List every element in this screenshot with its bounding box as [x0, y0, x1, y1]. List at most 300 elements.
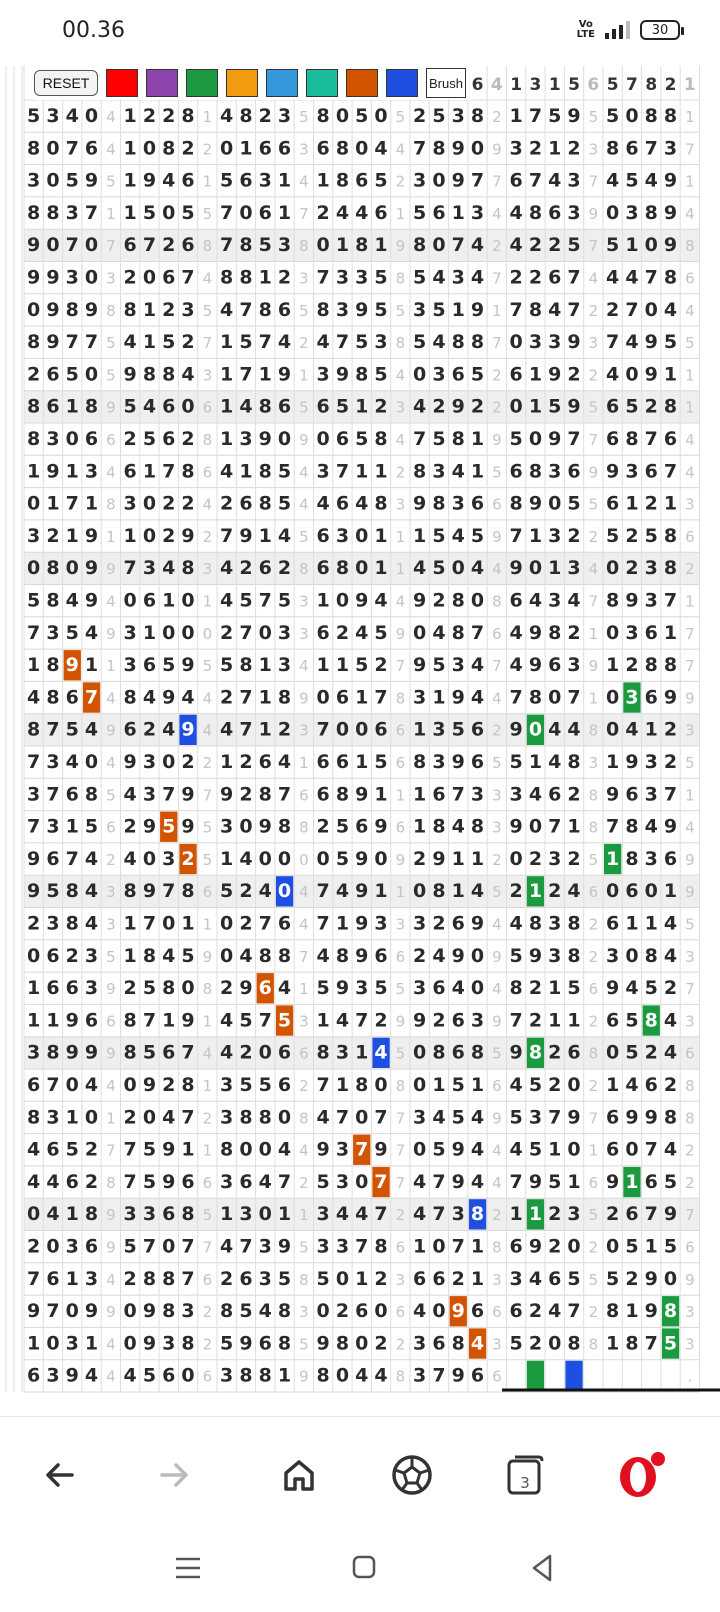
grid-digit[interactable]: 4 [277, 750, 292, 773]
grid-digit[interactable]: 9 [395, 237, 406, 256]
grid-digit[interactable]: 7 [606, 331, 620, 354]
grid-digit[interactable]: 1 [685, 592, 695, 611]
grid-digit[interactable]: 8 [181, 460, 195, 483]
grid-digit[interactable]: 6 [181, 169, 195, 192]
grid-digit[interactable]: 6 [316, 621, 330, 644]
grid-digit[interactable]: 3 [220, 1170, 234, 1193]
grid-digit[interactable]: 8 [162, 137, 176, 160]
grid-digit[interactable]: 3 [374, 912, 388, 935]
grid-digit[interactable]: 3 [46, 912, 60, 935]
grid-digit[interactable]: 0 [84, 266, 99, 289]
grid-digit[interactable]: 3 [625, 460, 639, 483]
grid-digit[interactable]: 8 [335, 137, 350, 160]
grid-digit[interactable]: 6 [470, 750, 485, 773]
grid-digit[interactable]: 0 [355, 718, 369, 741]
grid-digit[interactable]: 1 [355, 460, 369, 483]
grid-digit[interactable]: 1 [142, 621, 157, 644]
grid-digit[interactable]: 3 [413, 912, 427, 935]
grid-digit[interactable]: 4 [106, 107, 116, 126]
grid-digit[interactable]: 9 [509, 557, 523, 580]
grid-digit[interactable]: 0 [355, 557, 369, 580]
grid-digit[interactable]: 0 [413, 621, 427, 644]
grid-digit[interactable]: 4 [663, 944, 678, 967]
grid-digit[interactable]: 7 [316, 880, 330, 903]
grid-digit[interactable]: 4 [299, 915, 309, 934]
grid-digit[interactable]: 6 [84, 1235, 99, 1258]
grid-digit[interactable]: 4 [299, 172, 309, 191]
grid-digit[interactable]: 1 [625, 1170, 639, 1193]
grid-digit[interactable]: 4 [625, 1073, 639, 1096]
grid-digit[interactable]: 9 [106, 1044, 116, 1063]
grid-digit[interactable]: 2 [27, 363, 41, 386]
grid-digit[interactable]: 4 [470, 1106, 485, 1129]
grid-digit[interactable]: 7 [625, 298, 639, 321]
grid-digit[interactable]: 1 [685, 786, 695, 805]
grid-digit[interactable]: 3 [606, 944, 620, 967]
grid-digit[interactable]: 6 [374, 718, 388, 741]
grid-digit[interactable]: 4 [492, 1173, 502, 1192]
grid-digit[interactable]: 1 [509, 104, 523, 127]
grid-digit[interactable]: 6 [202, 883, 213, 902]
grid-digit[interactable]: 6 [335, 492, 350, 515]
grid-digit[interactable]: 1 [106, 657, 116, 676]
grid-digit[interactable]: 4 [413, 1203, 427, 1226]
grid-digit[interactable]: 9 [492, 527, 502, 546]
grid-digit[interactable]: 0 [277, 880, 292, 903]
grid-digit[interactable]: 2 [202, 1303, 213, 1322]
grid-digit[interactable]: 5 [588, 398, 599, 417]
grid-digit[interactable]: 3 [316, 363, 330, 386]
grid-digit[interactable]: 5 [625, 169, 639, 192]
grid-digit[interactable]: 3 [685, 1303, 695, 1322]
grid-digit[interactable]: 0 [548, 492, 562, 515]
grid-digit[interactable]: 4 [239, 395, 253, 418]
grid-digit[interactable]: 5 [492, 1044, 502, 1063]
grid-digit[interactable]: 5 [335, 847, 350, 870]
grid-digit[interactable]: 8 [451, 427, 465, 450]
grid-digit[interactable]: 5 [355, 331, 369, 354]
grid-digit[interactable]: 1 [316, 589, 330, 612]
grid-digit[interactable]: 4 [374, 589, 388, 612]
grid-digit[interactable]: 0 [258, 1138, 272, 1161]
grid-digit[interactable]: 1 [335, 654, 350, 677]
grid-digit[interactable]: 2 [588, 366, 599, 385]
grid-digit[interactable]: 5 [567, 1267, 581, 1290]
grid-digit[interactable]: 8 [663, 1106, 678, 1129]
grid-digit[interactable]: 3 [335, 524, 350, 547]
grid-digit[interactable]: 0 [239, 201, 253, 224]
grid-digit[interactable]: 9 [492, 1012, 502, 1031]
grid-digit[interactable]: 6 [316, 783, 330, 806]
grid-digit[interactable]: 2 [509, 266, 523, 289]
grid-digit[interactable]: 7 [548, 1106, 562, 1129]
grid-digit[interactable]: 4 [220, 1235, 234, 1258]
grid-digit[interactable]: 1 [528, 880, 543, 903]
grid-digit[interactable]: 1 [202, 592, 213, 611]
grid-digit[interactable]: 2 [299, 1173, 309, 1192]
grid-digit[interactable]: 9 [46, 331, 60, 354]
grid-digit[interactable]: 9 [451, 137, 465, 160]
grid-digit[interactable]: 3 [27, 783, 41, 806]
grid-digit[interactable]: 8 [451, 1332, 465, 1355]
grid-digit[interactable]: 2 [65, 944, 79, 967]
grid-digit[interactable]: 7 [181, 1106, 195, 1129]
grid-digit[interactable]: 3 [548, 589, 562, 612]
grid-digit[interactable]: 1 [258, 686, 272, 709]
grid-digit[interactable]: 4 [588, 560, 599, 579]
grid-digit[interactable]: 7 [123, 557, 137, 580]
grid-digit[interactable]: 0 [413, 880, 427, 903]
grid-digit[interactable]: 0 [355, 1170, 369, 1193]
reset-button[interactable]: RESET [34, 70, 98, 96]
grid-digit[interactable]: 4 [432, 944, 446, 967]
grid-digit[interactable]: 5 [277, 1267, 292, 1290]
grid-digit[interactable]: 7 [258, 912, 272, 935]
grid-digit[interactable]: 8 [202, 980, 213, 999]
grid-digit[interactable]: 5 [142, 1170, 157, 1193]
grid-digit[interactable]: 9 [528, 492, 543, 515]
grid-digit[interactable]: 2 [239, 750, 253, 773]
grid-digit[interactable]: 0 [606, 1235, 620, 1258]
grid-digit[interactable]: 4 [395, 430, 406, 449]
grid-digit[interactable]: 4 [470, 1332, 485, 1355]
grid-digit[interactable]: 8 [123, 1009, 137, 1032]
grid-digit[interactable]: 5 [644, 977, 658, 1000]
grid-digit[interactable]: 6 [625, 137, 639, 160]
grid-digit[interactable]: 1 [142, 460, 157, 483]
grid-digit[interactable]: 9 [528, 621, 543, 644]
grid-digit[interactable]: 6 [606, 1009, 620, 1032]
grid-digit[interactable]: 1 [335, 912, 350, 935]
grid-digit[interactable]: 9 [277, 1235, 292, 1258]
grid-digit[interactable]: 3 [509, 783, 523, 806]
grid-digit[interactable]: 8 [162, 977, 176, 1000]
grid-digit[interactable]: 2 [644, 395, 658, 418]
grid-digit[interactable]: 5 [202, 204, 213, 223]
grid-digit[interactable]: 0 [316, 234, 330, 257]
grid-digit[interactable]: 4 [106, 1270, 116, 1289]
grid-digit[interactable]: 3 [299, 624, 309, 643]
grid-digit[interactable]: 2 [685, 1173, 695, 1192]
grid-digit[interactable]: 2 [181, 331, 195, 354]
grid-digit[interactable]: 6 [470, 492, 485, 515]
grid-digit[interactable]: 5 [492, 883, 502, 902]
grid-digit[interactable]: 1 [470, 847, 485, 870]
grid-digit[interactable]: 4 [528, 589, 543, 612]
grid-digit[interactable]: 8 [123, 298, 137, 321]
grid-digit[interactable]: 5 [220, 1332, 234, 1355]
grid-digit[interactable]: 5 [432, 524, 446, 547]
grid-digit[interactable]: 4 [355, 1203, 369, 1226]
grid-digit[interactable]: 2 [299, 334, 309, 353]
grid-digit[interactable]: 5 [202, 657, 213, 676]
grid-digit[interactable]: 4 [663, 1009, 678, 1032]
grid-digit[interactable]: 2 [277, 718, 292, 741]
grid-digit[interactable]: 7 [335, 460, 350, 483]
grid-digit[interactable]: 1 [567, 1009, 581, 1032]
grid-digit[interactable]: 0 [65, 427, 79, 450]
grid-digit[interactable]: 9 [492, 430, 502, 449]
grid-digit[interactable]: 4 [567, 718, 581, 741]
grid-digit[interactable]: 6 [65, 686, 79, 709]
grid-digit[interactable]: 9 [470, 298, 485, 321]
grid-digit[interactable]: 8 [395, 1367, 406, 1386]
grid-digit[interactable]: 9 [663, 686, 678, 709]
grid-digit[interactable]: 9 [625, 1106, 639, 1129]
grid-digit[interactable]: 4 [355, 1364, 369, 1387]
grid-digit[interactable]: 2 [239, 880, 253, 903]
grid-digit[interactable]: 5 [374, 169, 388, 192]
grid-digit[interactable]: 6 [685, 1044, 695, 1063]
grid-digit[interactable]: 9 [663, 169, 678, 192]
grid-digit[interactable]: 5 [548, 104, 562, 127]
grid-digit[interactable]: 8 [181, 1073, 195, 1096]
grid-digit[interactable]: 0 [123, 1332, 137, 1355]
grid-digit[interactable]: 1 [123, 912, 137, 935]
grid-digit[interactable]: 7 [181, 1041, 195, 1064]
grid-digit[interactable]: 8 [181, 880, 195, 903]
grid-digit[interactable]: 3 [685, 1012, 695, 1031]
grid-digit[interactable]: 5 [355, 104, 369, 127]
grid-digit[interactable]: 2 [548, 1073, 562, 1096]
grid-digit[interactable]: 8 [470, 1203, 485, 1226]
grid-digit[interactable]: 7 [202, 786, 213, 805]
grid-digit[interactable]: 6 [46, 363, 60, 386]
grid-digit[interactable]: 4 [548, 750, 562, 773]
grid-digit[interactable]: 2 [374, 1332, 388, 1355]
tabs-icon[interactable] [497, 1447, 553, 1503]
grid-digit[interactable]: 5 [142, 1138, 157, 1161]
grid-digit[interactable]: 7 [316, 912, 330, 935]
grid-digit[interactable]: 1 [27, 1332, 41, 1355]
grid-digit[interactable]: 0 [46, 1332, 60, 1355]
grid-digit[interactable]: 3 [142, 783, 157, 806]
grid-digit[interactable]: 6 [277, 912, 292, 935]
grid-digit[interactable]: . [687, 1367, 693, 1386]
grid-digit[interactable]: 8 [299, 1109, 309, 1128]
grid-digit[interactable]: 1 [588, 689, 599, 708]
grid-digit[interactable]: 0 [220, 944, 234, 967]
grid-digit[interactable]: 7 [663, 589, 678, 612]
grid-digit[interactable]: 8 [335, 1332, 350, 1355]
grid-digit[interactable]: 7 [588, 237, 599, 256]
grid-digit[interactable]: 5 [355, 427, 369, 450]
grid-digit[interactable]: 3 [106, 269, 116, 288]
grid-digit[interactable]: 0 [84, 104, 99, 127]
grid-digit[interactable]: 5 [663, 1332, 678, 1355]
grid-digit[interactable]: 6 [258, 557, 272, 580]
grid-digit[interactable]: 8 [123, 1041, 137, 1064]
grid-digit[interactable]: 3 [685, 1335, 695, 1354]
grid-digit[interactable]: 9 [528, 654, 543, 677]
grid-digit[interactable]: 7 [588, 172, 599, 191]
grid-digit[interactable]: 0 [567, 1073, 581, 1096]
grid-digit[interactable]: 8 [606, 1300, 620, 1323]
grid-digit[interactable]: 5 [299, 398, 309, 417]
grid-digit[interactable]: 6 [299, 786, 309, 805]
grid-digit[interactable]: 6 [395, 1303, 406, 1322]
grid-digit[interactable]: 1 [528, 1203, 543, 1226]
grid-digit[interactable]: 9 [316, 1138, 330, 1161]
grid-digit[interactable]: 0 [162, 1235, 176, 1258]
grid-digit[interactable]: 1 [84, 1332, 99, 1355]
grid-digit[interactable]: 6 [46, 944, 60, 967]
grid-digit[interactable]: 2 [142, 718, 157, 741]
grid-digit[interactable]: 7 [492, 269, 502, 288]
grid-digit[interactable]: 9 [451, 395, 465, 418]
grid-digit[interactable]: 7 [142, 1235, 157, 1258]
grid-digit[interactable]: 0 [181, 977, 195, 1000]
grid-digit[interactable]: 5 [606, 524, 620, 547]
grid-digit[interactable]: 6 [606, 395, 620, 418]
grid-digit[interactable]: 6 [644, 621, 658, 644]
grid-digit[interactable]: 1 [27, 654, 41, 677]
grid-digit[interactable]: 6 [27, 1364, 41, 1387]
grid-digit[interactable]: 4 [220, 298, 234, 321]
grid-digit[interactable]: 8 [299, 237, 309, 256]
grid-digit[interactable]: 0 [548, 686, 562, 709]
grid-digit[interactable]: 4 [316, 1106, 330, 1129]
grid-digit[interactable]: 5 [162, 331, 176, 354]
grid-digit[interactable]: 3 [548, 847, 562, 870]
grid-digit[interactable]: 0 [606, 621, 620, 644]
grid-digit[interactable]: 3 [644, 557, 658, 580]
grid-digit[interactable]: 6 [567, 460, 581, 483]
grid-digit[interactable]: 5 [567, 492, 581, 515]
grid-digit[interactable]: 8 [299, 818, 309, 837]
grid-digit[interactable]: 9 [528, 1170, 543, 1193]
grid-digit[interactable]: 3 [567, 201, 581, 224]
grid-digit[interactable]: 2 [492, 721, 502, 740]
grid-digit[interactable]: 0 [355, 1106, 369, 1129]
grid-digit[interactable]: 3 [548, 460, 562, 483]
grid-digit[interactable]: 3 [413, 977, 427, 1000]
grid-digit[interactable]: 4 [162, 1106, 176, 1129]
grid-digit[interactable]: 2 [625, 654, 639, 677]
grid-digit[interactable]: 1 [470, 1073, 485, 1096]
grid-digit[interactable]: 3 [46, 427, 60, 450]
grid-digit[interactable]: 9 [106, 980, 116, 999]
grid-digit[interactable]: 3 [46, 621, 60, 644]
grid-digit[interactable]: 1 [509, 1203, 523, 1226]
grid-digit[interactable]: 3 [451, 104, 465, 127]
grid-digit[interactable]: 4 [685, 430, 695, 449]
grid-digit[interactable]: 7 [588, 1109, 599, 1128]
grid-digit[interactable]: 4 [335, 880, 350, 903]
grid-digit[interactable]: 9 [106, 1206, 116, 1225]
grid-digit[interactable]: 8 [413, 750, 427, 773]
grid-digit[interactable]: 5 [492, 463, 502, 482]
grid-digit[interactable]: 7 [663, 460, 678, 483]
grid-digit[interactable]: 9 [451, 1364, 465, 1387]
grid-digit[interactable]: 8 [625, 815, 639, 838]
grid-digit[interactable]: 2 [106, 850, 116, 869]
grid-digit[interactable]: 9 [46, 266, 60, 289]
grid-digit[interactable]: 8 [548, 621, 562, 644]
grid-digit[interactable]: 8 [395, 334, 406, 353]
grid-digit[interactable]: 3 [644, 589, 658, 612]
grid-digit[interactable]: 4 [355, 492, 369, 515]
grid-digit[interactable]: 1 [395, 204, 406, 223]
grid-digit[interactable]: 7 [162, 460, 176, 483]
grid-digit[interactable]: 0 [663, 1267, 678, 1290]
grid-digit[interactable]: 6 [65, 783, 79, 806]
grid-digit[interactable]: 2 [258, 104, 272, 127]
grid-digit[interactable]: 0 [470, 589, 485, 612]
grid-digit[interactable]: 3 [316, 1235, 330, 1258]
grid-digit[interactable]: 2 [528, 977, 543, 1000]
grid-digit[interactable]: 4 [258, 880, 272, 903]
grid-digit[interactable]: 9 [567, 395, 581, 418]
grid-digit[interactable]: 5 [277, 460, 292, 483]
grid-digit[interactable]: 2 [663, 1073, 678, 1096]
grid-digit[interactable]: 8 [106, 301, 116, 320]
grid-digit[interactable]: 1 [470, 1235, 485, 1258]
grid-digit[interactable]: 5 [277, 589, 292, 612]
opera-logo-icon[interactable] [612, 1447, 668, 1503]
grid-digit[interactable]: 7 [567, 298, 581, 321]
grid-digit[interactable]: 7 [202, 334, 213, 353]
grid-digit[interactable]: 3 [142, 1203, 157, 1226]
grid-digit[interactable]: 0 [142, 524, 157, 547]
grid-digit[interactable]: 6 [451, 1009, 465, 1032]
grid-digit[interactable]: 3 [528, 1106, 543, 1129]
grid-digit[interactable]: 1 [65, 815, 79, 838]
grid-digit[interactable]: 0 [65, 557, 79, 580]
grid-digit[interactable]: 4 [432, 621, 446, 644]
grid-digit[interactable]: 8 [451, 621, 465, 644]
grid-digit[interactable]: 8 [106, 1173, 116, 1192]
grid-digit[interactable]: 7 [492, 172, 502, 191]
grid-digit[interactable]: 7 [316, 718, 330, 741]
grid-digit[interactable]: 2 [644, 1041, 658, 1064]
grid-digit[interactable]: 1 [663, 621, 678, 644]
grid-digit[interactable]: 2 [432, 589, 446, 612]
grid-digit[interactable]: 4 [65, 104, 79, 127]
grid-digit[interactable]: 1 [528, 395, 543, 418]
grid-digit[interactable]: 9 [46, 460, 60, 483]
grid-digit[interactable]: 6 [202, 463, 213, 482]
grid-digit[interactable]: 8 [27, 395, 41, 418]
grid-digit[interactable]: 1 [220, 395, 234, 418]
grid-digit[interactable]: 9 [413, 1009, 427, 1032]
grid-digit[interactable]: 9 [162, 686, 176, 709]
grid-digit[interactable]: 8 [277, 1300, 292, 1323]
grid-digit[interactable]: 5 [548, 395, 562, 418]
grid-digit[interactable]: 1 [84, 492, 99, 515]
grid-digit[interactable]: 1 [451, 847, 465, 870]
grid-digit[interactable]: 1 [202, 1012, 213, 1031]
grid-digit[interactable]: 6 [202, 1367, 213, 1386]
grid-digit[interactable]: 9 [663, 815, 678, 838]
grid-digit[interactable]: 8 [492, 1238, 502, 1257]
grid-digit[interactable]: 4 [528, 1267, 543, 1290]
grid-digit[interactable]: 7 [84, 686, 99, 709]
grid-digit[interactable]: 1 [46, 1009, 60, 1032]
grid-digit[interactable]: 2 [492, 366, 502, 385]
grid-digit[interactable]: 6 [395, 721, 406, 740]
grid-digit[interactable]: 3 [432, 460, 446, 483]
grid-digit[interactable]: 5 [528, 1073, 543, 1096]
grid-digit[interactable]: 1 [123, 137, 137, 160]
grid-digit[interactable]: 6 [395, 818, 406, 837]
grid-digit[interactable]: 0 [258, 1041, 272, 1064]
grid-digit[interactable]: 8 [685, 1076, 695, 1095]
grid-digit[interactable]: 5 [663, 1170, 678, 1193]
grid-digit[interactable]: 3 [492, 818, 502, 837]
grid-digit[interactable]: 9 [239, 977, 253, 1000]
grid-digit[interactable]: 2 [663, 718, 678, 741]
